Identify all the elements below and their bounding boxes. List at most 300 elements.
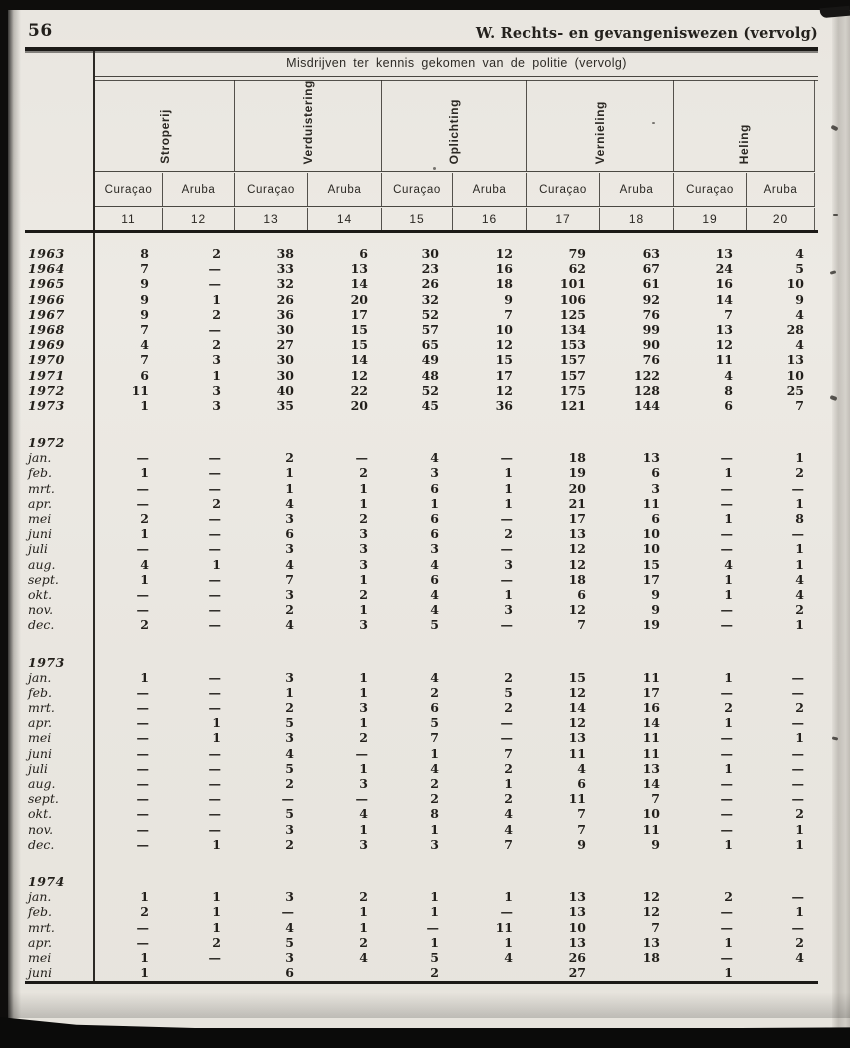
data-cell: 1 [212,889,221,905]
data-cell: 2 [795,602,804,618]
data-cell: — [136,480,149,496]
data-cell: 1 [140,465,149,481]
column-group-cell [95,80,235,171]
row-label: dec. [28,617,55,633]
data-cell: 1 [430,934,439,950]
data-cell: 1 [359,602,368,618]
table-row [0,383,818,398]
data-cell: — [136,760,149,776]
section-label-row [0,435,818,450]
data-cell: — [136,934,149,950]
data-cell: 1 [212,919,221,935]
data-cell: — [136,730,149,746]
data-cell: — [355,450,368,466]
table-row [0,465,818,480]
data-cell: 1 [795,495,804,511]
data-cell: 40 [276,382,294,398]
table-row [0,398,818,413]
data-cell: 1 [724,586,733,602]
data-cell: 12 [642,889,660,905]
data-cell: 16 [495,261,513,277]
data-cell: 2 [430,965,439,981]
row-label: mei [28,511,52,526]
data-cell: 1 [212,904,221,920]
data-cell: 4 [795,246,804,261]
table-row [0,557,818,572]
data-cell: — [500,617,513,633]
data-cell: 6 [140,367,149,383]
data-cell: 7 [504,306,513,322]
data-cell: 4 [285,919,294,935]
data-cell: 6 [577,586,586,602]
data-cell: 14 [715,291,733,307]
data-cell: 3 [359,556,368,572]
data-cell: 2 [212,306,221,322]
data-cell: 9 [651,586,660,602]
data-cell: 10 [568,919,586,935]
island-subheader-cell: Curaçao [235,173,308,206]
table-row [0,935,818,950]
island-subheader-cell: Aruba [163,173,235,206]
data-cell: 1 [430,495,439,511]
data-cell: 1 [285,465,294,481]
data-cell: — [136,776,149,791]
data-cell: 4 [795,571,804,587]
data-cell: — [720,495,733,511]
data-cell: 1 [724,715,733,731]
data-cell: 12 [642,904,660,920]
data-cell: 1 [795,450,804,466]
data-cell: 1 [795,836,804,852]
data-cell: 27 [568,965,586,981]
data-cell: — [136,806,149,822]
data-cell: 1 [285,480,294,496]
data-cell: — [208,511,221,526]
data-cell: 1 [212,730,221,746]
data-cell: 12 [495,337,513,353]
data-cell: 4 [795,337,804,353]
data-cell: — [281,904,294,920]
data-cell: 61 [642,276,660,292]
data-cell: 12 [495,246,513,261]
table-row [0,572,818,587]
data-cell: — [208,321,221,337]
data-cell: 3 [285,821,294,837]
data-cell: 2 [359,465,368,481]
data-cell: — [791,480,804,496]
data-cell: 4 [430,760,439,776]
data-cell: 12 [715,337,733,353]
data-cell: 10 [642,541,660,557]
data-cell: 3 [430,465,439,481]
data-cell: 1 [504,776,513,791]
data-cell: — [208,700,221,716]
data-cell: 16 [715,276,733,292]
table-row [0,450,818,465]
data-cell: 2 [359,511,368,526]
data-cell: 35 [276,397,294,413]
data-cell: — [136,450,149,466]
data-cell: 1 [795,541,804,557]
data-cell: — [500,541,513,557]
data-cell: — [136,684,149,700]
data-cell: 3 [359,776,368,791]
data-cell: 1 [724,465,733,481]
data-cell: 19 [642,617,660,633]
row-label: nov. [28,602,54,618]
table-section [0,435,818,632]
data-cell: 14 [642,715,660,731]
data-cell: 6 [724,397,733,413]
data-cell: 1 [724,571,733,587]
data-cell: 1 [504,934,513,950]
data-cell: 1 [359,495,368,511]
page-number: 56 [28,21,53,41]
table-row [0,617,818,632]
data-cell: 5 [795,261,804,277]
data-cell: 1 [724,669,733,685]
data-cell: 1 [212,367,221,383]
data-cell: 9 [140,306,149,322]
column-number-cell: 17 [527,208,600,230]
data-cell: — [720,791,733,807]
data-cell: 12 [568,541,586,557]
row-label: juli [28,541,48,557]
data-cell: 6 [285,526,294,542]
data-cell: 17 [495,367,513,383]
data-cell: 11 [131,382,149,398]
row-label: juni [28,526,52,542]
table-row [0,511,818,526]
data-cell: 7 [140,321,149,337]
data-cell: — [720,526,733,542]
data-cell: — [208,450,221,466]
data-cell: 1 [504,495,513,511]
data-cell: 4 [724,556,733,572]
scan-bottom-shadow [8,992,850,1018]
data-cell: 5 [285,715,294,731]
table-row [0,541,818,556]
data-cell: — [720,730,733,746]
table-row [0,730,818,745]
data-cell: — [720,602,733,618]
data-cell: 7 [140,352,149,368]
data-cell: 3 [285,949,294,965]
data-cell: 4 [285,556,294,572]
data-cell: 11 [715,352,733,368]
data-cell: 12 [350,367,368,383]
scan-edge-right [832,10,850,1028]
data-cell: 1 [359,760,368,776]
row-label: apr. [28,495,53,511]
table-row [0,670,818,685]
data-cell: 6 [359,246,368,261]
data-cell: — [720,684,733,700]
data-cell: 18 [642,949,660,965]
data-cell: 28 [786,321,804,337]
data-cell: 27 [276,337,294,353]
data-cell: 11 [495,919,513,935]
data-cell: 3 [651,480,660,496]
data-cell: 63 [642,246,660,261]
data-cell: 7 [577,821,586,837]
column-number-cell: 15 [382,208,453,230]
data-cell: 92 [642,291,660,307]
data-cell: — [208,541,221,557]
table-row [0,761,818,776]
row-label: feb. [28,684,52,700]
data-cell: — [136,919,149,935]
data-cell: 1 [140,965,149,981]
data-cell: 13 [568,904,586,920]
data-cell: 1 [724,836,733,852]
data-cell: 4 [285,617,294,633]
data-cell: 18 [568,450,586,466]
data-cell: 2 [795,465,804,481]
island-subheader-row [95,173,815,207]
data-cell: 11 [642,821,660,837]
data-cell: — [136,745,149,761]
table-row [0,368,818,383]
data-cell: 1 [140,949,149,965]
data-cell: 15 [495,352,513,368]
data-cell: 13 [786,352,804,368]
data-cell: 18 [568,571,586,587]
data-cell: 6 [430,700,439,716]
data-cell: 9 [577,836,586,852]
row-label: aug. [28,776,56,791]
data-cell: 4 [504,821,513,837]
data-cell: 26 [568,949,586,965]
data-cell: 4 [430,586,439,602]
data-cell: 3 [359,541,368,557]
column-group-cell [527,80,674,171]
data-cell: 2 [285,776,294,791]
data-cell: 32 [421,291,439,307]
row-label: 1971 [28,367,65,383]
data-cell: — [136,495,149,511]
table-row [0,700,818,715]
data-cell: 1 [795,617,804,633]
data-cell: — [208,745,221,761]
data-cell: 3 [212,352,221,368]
row-label: sept. [28,791,59,807]
data-cell: 15 [350,321,368,337]
data-cell: 20 [350,397,368,413]
table-row [0,806,818,821]
data-cell: 52 [421,382,439,398]
data-cell: 7 [795,397,804,413]
data-cell: — [720,821,733,837]
row-label: jan. [28,669,52,685]
data-cell: 1 [504,889,513,905]
table-row [0,889,818,904]
table-row [0,526,818,541]
data-cell: 3 [212,382,221,398]
data-cell: — [500,450,513,466]
table-row [0,276,818,291]
data-cell: 7 [577,806,586,822]
row-label: mei [28,949,52,965]
table-row [0,950,818,965]
column-number-cell: 14 [308,208,382,230]
data-cell: 6 [651,511,660,526]
data-cell: 134 [559,321,586,337]
data-cell: 65 [421,337,439,353]
page-section-header: W. Rechts- en gevangeniswezen (vervolg) [475,25,818,42]
data-cell: 15 [642,556,660,572]
data-cell: 36 [276,306,294,322]
data-cell: 13 [568,730,586,746]
data-cell: 4 [724,367,733,383]
row-label: 1968 [28,321,65,337]
data-cell: 1 [140,526,149,542]
table-section [0,655,818,852]
data-cell: — [136,836,149,852]
section-label-row [0,655,818,670]
data-cell: — [208,776,221,791]
data-cell: — [136,586,149,602]
data-cell: 3 [285,586,294,602]
data-cell: 1 [140,571,149,587]
row-label: 1972 [28,382,65,398]
data-cell: 1 [724,760,733,776]
data-cell: 2 [795,806,804,822]
data-cell: — [720,776,733,791]
data-cell: 2 [430,684,439,700]
data-cell: 2 [140,617,149,633]
data-cell: — [208,806,221,822]
row-label: juni [28,745,52,761]
row-label: aug. [28,556,56,572]
data-cell: 12 [568,715,586,731]
data-cell: — [208,669,221,685]
data-cell: 5 [430,949,439,965]
data-cell: 1 [504,586,513,602]
data-cell: 4 [285,745,294,761]
data-cell: 2 [285,836,294,852]
data-cell: 1 [795,821,804,837]
table-row [0,837,818,852]
data-cell: 4 [140,337,149,353]
data-cell: 25 [786,382,804,398]
island-subheader-cell: Aruba [600,173,674,206]
row-label: jan. [28,889,52,905]
row-label: juli [28,760,48,776]
data-cell: — [791,889,804,905]
data-cell: — [136,602,149,618]
data-cell: 2 [359,730,368,746]
data-cell: 2 [140,511,149,526]
table-row [0,587,818,602]
data-cell: 1 [359,715,368,731]
data-cell: 17 [568,511,586,526]
data-cell: 3 [359,836,368,852]
data-cell: — [720,450,733,466]
data-cell: — [791,526,804,542]
data-cell: — [355,791,368,807]
island-subheader-cell: Curaçao [674,173,747,206]
row-label: dec. [28,836,55,852]
data-cell: 8 [140,246,149,261]
data-cell: 38 [276,246,294,261]
data-cell: 4 [795,306,804,322]
data-cell: — [791,669,804,685]
data-cell: 7 [577,617,586,633]
data-cell: — [136,715,149,731]
data-cell: — [720,617,733,633]
data-cell: 26 [421,276,439,292]
data-cell: 14 [350,276,368,292]
data-cell: 4 [359,806,368,822]
data-cell: 7 [285,571,294,587]
data-cell: 13 [715,246,733,261]
data-cell: 1 [285,684,294,700]
data-cell: 3 [212,397,221,413]
row-label: okt. [28,806,53,822]
data-cell: — [208,949,221,965]
data-cell: 7 [724,306,733,322]
data-cell: 1 [140,669,149,685]
data-cell: 175 [559,382,586,398]
data-cell: — [791,760,804,776]
data-cell: 13 [642,760,660,776]
data-cell: 9 [504,291,513,307]
data-cell: 1 [504,480,513,496]
island-subheader-cell: Curaçao [527,173,600,206]
data-cell: 4 [430,556,439,572]
data-cell: 5 [285,806,294,822]
data-cell: 12 [568,556,586,572]
row-label: 1963 [28,246,65,261]
data-cell: 10 [642,806,660,822]
data-cell: 30 [276,367,294,383]
table-row [0,776,818,791]
table-row [0,904,818,919]
data-cell: 18 [495,276,513,292]
data-cell: 4 [140,556,149,572]
header-rule [25,47,818,51]
data-cell: 6 [430,526,439,542]
table-row [0,822,818,837]
data-cell: 9 [140,291,149,307]
data-cell: — [208,684,221,700]
data-cell: 8 [724,382,733,398]
data-cell: — [720,919,733,935]
data-cell: 10 [786,276,804,292]
data-cell: 3 [359,617,368,633]
data-cell: 144 [633,397,660,413]
data-cell: 1 [430,745,439,761]
data-cell: 20 [568,480,586,496]
table-row [0,602,818,617]
binding-mark [833,214,838,216]
data-cell: 3 [430,541,439,557]
table-row [0,715,818,730]
data-cell: 7 [140,261,149,277]
data-cell: — [208,821,221,837]
data-cell: 4 [795,586,804,602]
table-row [0,481,818,496]
data-cell: 8 [430,806,439,822]
data-cell: 17 [642,571,660,587]
data-cell: 90 [642,337,660,353]
data-cell: 62 [568,261,586,277]
data-cell: 20 [350,291,368,307]
column-number-cell: 16 [453,208,527,230]
data-cell: — [720,480,733,496]
data-cell: 1 [359,684,368,700]
